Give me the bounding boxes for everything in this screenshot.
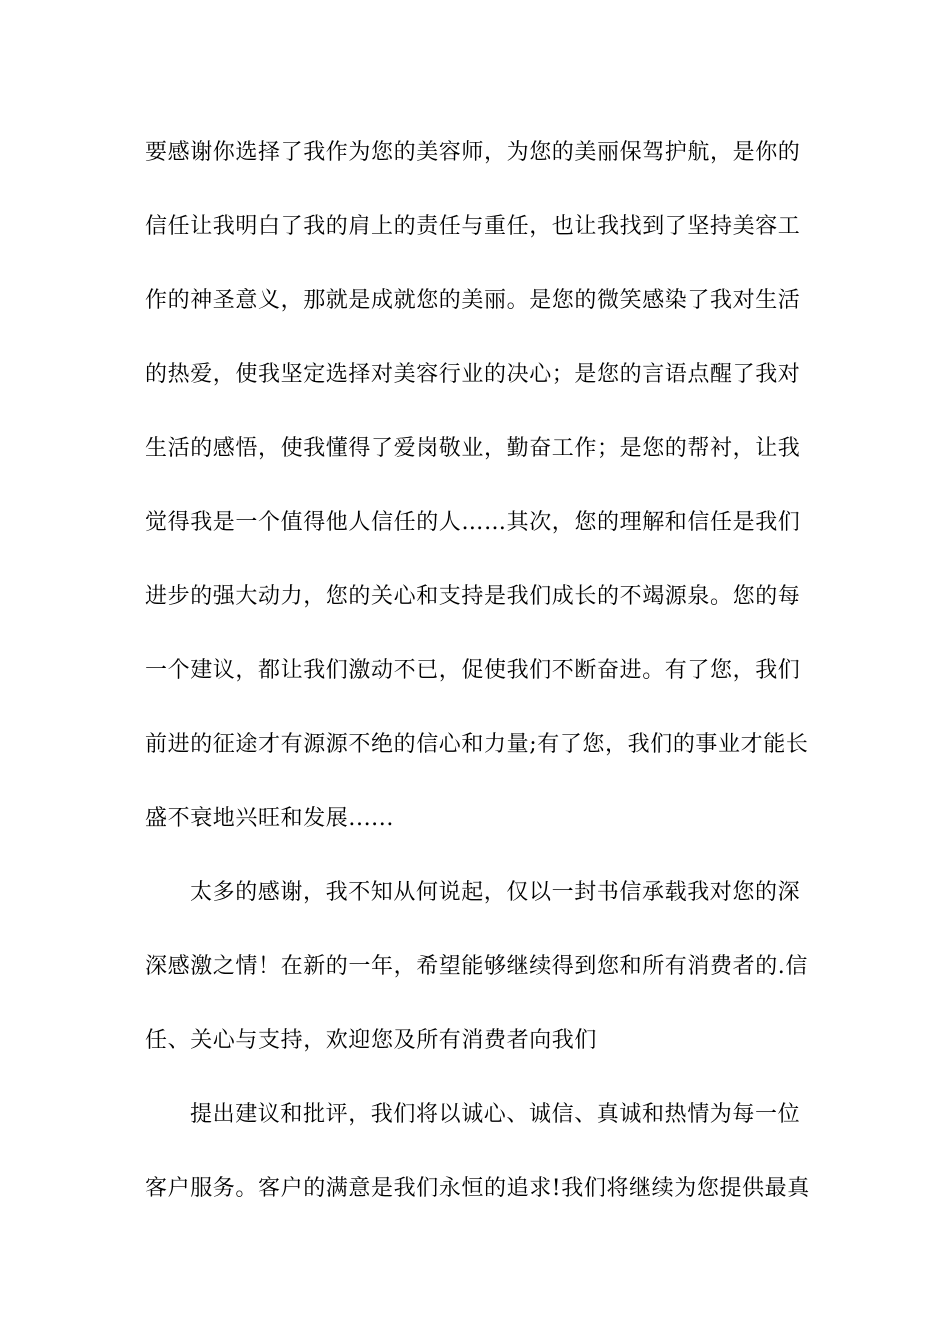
text-line: 深感激之情！在新的一年，希望能够继续得到您和所有消费者的.信 <box>145 954 808 979</box>
text-line: 觉得我是一个值得他人信任的人……其次，您的理解和信任是我们 <box>145 510 801 535</box>
paragraph-start-line: 太多的感谢，我不知从何说起，仅以一封书信承载我对您的深 <box>190 880 801 905</box>
paragraph-start-line: 提出建议和批评，我们将以诚心、诚信、真诚和热情为每一位 <box>190 1102 801 1127</box>
text-line: 一个建议，都让我们激动不已，促使我们不断奋进。有了您，我们 <box>145 658 801 683</box>
text-line: 进步的强大动力，您的关心和支持是我们成长的不竭源泉。您的每 <box>145 584 801 609</box>
text-line: 客户服务。客户的满意是我们永恒的追求!我们将继续为您提供最真 <box>145 1176 810 1201</box>
text-line: 任、关心与支持，欢迎您及所有消费者向我们 <box>145 1028 598 1053</box>
text-line: 的热爱，使我坚定选择对美容行业的决心；是您的言语点醒了我对 <box>145 362 801 387</box>
text-line: 信任让我明白了我的肩上的责任与重任，也让我找到了坚持美容工 <box>145 214 801 239</box>
text-line: 前进的征途才有源源不绝的信心和力量;有了您，我们的事业才能长 <box>145 732 809 757</box>
document-body <box>145 133 809 1243</box>
text-line: 要感谢你选择了我作为您的美容师，为您的美丽保驾护航，是你的 <box>145 140 801 165</box>
text-line: 盛不衰地兴旺和发展...... <box>145 806 394 831</box>
text-line: 生活的感悟，使我懂得了爱岗敬业，勤奋工作；是您的帮衬，让我 <box>145 436 801 461</box>
text-line: 作的神圣意义，那就是成就您的美丽。是您的微笑感染了我对生活 <box>145 288 801 313</box>
